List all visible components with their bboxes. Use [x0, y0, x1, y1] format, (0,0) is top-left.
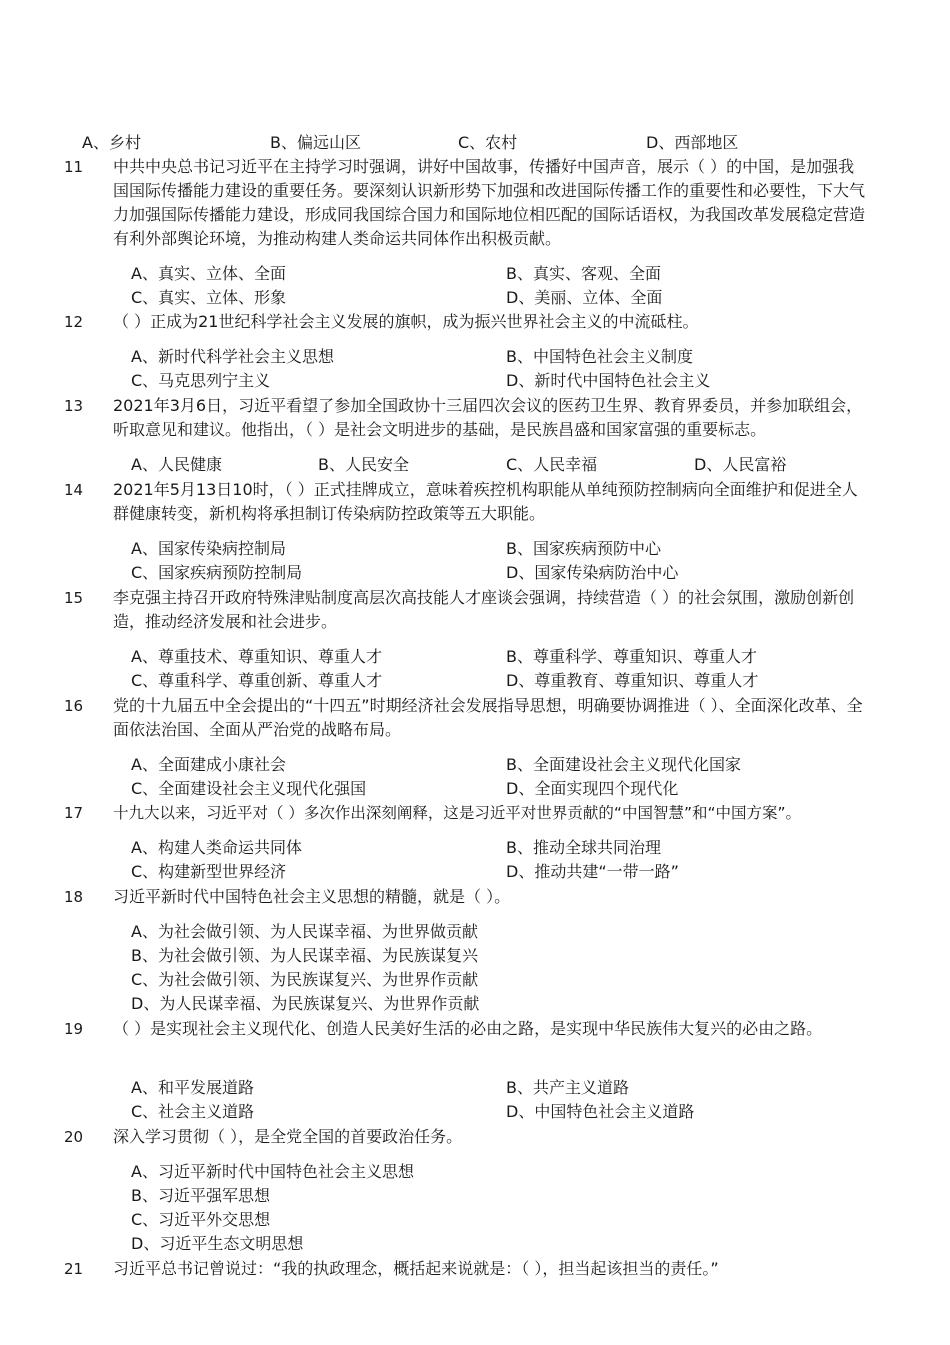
question-text: 中共中央总书记习近平在主持学习时强调，讲好中国故事，传播好中国声音，展示（ ）的中国，是加强我国国际传播能力建设的重要任务。要深刻认识新形势下加强和改进国际传播工作的重要性和必要性，下大气力加强国际传播能力建设，形成同我国综合国力和国际地位相匹配的国际话语权，为我国改革发展稳定营造有利外部舆论环境，为推动构建人类命运共同体作出积极贡献。 — [113, 157, 866, 248]
option-c: C、尊重科学、尊重创新、尊重人才 — [131, 671, 383, 690]
option-a: A、人民健康 — [131, 455, 222, 474]
option-d: D、推动共建“一带一路” — [506, 862, 679, 881]
option-c: C、人民幸福 — [506, 455, 598, 474]
question-number: 14 — [64, 481, 84, 499]
option-d: D、西部地区 — [646, 133, 739, 152]
option-c: C、构建新型世界经济 — [131, 862, 287, 881]
option-a: A、真实、立体、全面 — [131, 264, 286, 283]
option-a: A、习近平新时代中国特色社会主义思想 — [131, 1162, 414, 1181]
option-b: B、中国特色社会主义制度 — [506, 347, 693, 366]
option-a: A、和平发展道路 — [131, 1078, 254, 1097]
question-text: 党的十九届五中全会提出的“十四五”时期经济社会发展指导思想，明确要协调推进（ ）、全面深化改革、全面依法治国、全面从严治党的战略布局。 — [113, 696, 863, 739]
option-c: C、农村 — [458, 133, 518, 152]
option-d: D、尊重教育、尊重知识、尊重人才 — [506, 671, 759, 690]
question-number: 17 — [64, 804, 84, 822]
option-b: B、共产主义道路 — [506, 1078, 629, 1097]
question-text: 2021年5月13日10时，（ ）正式挂牌成立，意味着疾控机构职能从单纯预防控制病向全面维护和促进全人群健康转变，新机构将承担制订传染病防控政策等五大职能。 — [113, 480, 858, 523]
question-number: 12 — [64, 313, 84, 331]
question-number: 19 — [64, 1020, 84, 1038]
option-c: C、马克思列宁主义 — [131, 371, 271, 390]
q10-options — [82, 132, 902, 154]
option-d: D、新时代中国特色社会主义 — [506, 371, 711, 390]
option-d: D、为人民谋幸福、为民族谋复兴、为世界作贡献 — [131, 994, 480, 1013]
question-number: 11 — [64, 158, 84, 176]
question-number: 21 — [64, 1260, 84, 1278]
option-b: B、全面建设社会主义现代化国家 — [506, 755, 741, 774]
option-a: A、为社会做引领、为人民谋幸福、为世界做贡献 — [131, 922, 478, 941]
option-b: B、为社会做引领、为人民谋幸福、为民族谋复兴 — [131, 946, 478, 965]
option-a: A、国家传染病控制局 — [131, 539, 286, 558]
option-c: C、国家疾病预防控制局 — [131, 563, 303, 582]
question-text: 2021年3月6日，习近平看望了参加全国政协十三届四次会议的医药卫生界、教育界委员，并参加联组会，听取意见和建议。他指出，（ ）是社会文明进步的基础，是民族昌盛和国家富强的重要标志。 — [113, 396, 863, 439]
option-c: C、真实、立体、形象 — [131, 288, 287, 307]
option-c: C、社会主义道路 — [131, 1102, 255, 1121]
option-b: B、偏远山区 — [270, 133, 361, 152]
question-text: （ ）是实现社会主义现代化、创造人民美好生活的必由之路，是实现中华民族伟大复兴的必由之路。 — [113, 1019, 823, 1038]
question-text: 李克强主持召开政府特殊津贴制度高层次高技能人才座谈会强调，持续营造（ ）的社会氛围，激励创新创造，推动经济发展和社会进步。 — [113, 588, 855, 631]
option-c: C、为社会做引领、为民族谋复兴、为世界作贡献 — [131, 970, 479, 989]
option-b: B、习近平强军思想 — [131, 1186, 270, 1205]
option-d: D、人民富裕 — [694, 455, 787, 474]
question-number: 13 — [64, 397, 84, 415]
option-b: B、尊重科学、尊重知识、尊重人才 — [506, 647, 757, 666]
option-b: B、推动全球共同治理 — [506, 838, 661, 857]
option-a: A、乡村 — [82, 133, 141, 152]
question-number: 20 — [64, 1128, 84, 1146]
option-c: C、习近平外交思想 — [131, 1210, 271, 1229]
option-d: D、习近平生态文明思想 — [131, 1234, 304, 1253]
question-text: 深入学习贯彻（ ），是全党全国的首要政治任务。 — [113, 1127, 463, 1146]
question-text: 习近平总书记曾说过：“我的执政理念，概括起来说就是：（ ），担当起该担当的责任。” — [113, 1259, 719, 1278]
option-a: A、全面建成小康社会 — [131, 755, 286, 774]
option-d: D、美丽、立体、全面 — [506, 288, 663, 307]
question-text: 十九大以来，习近平对（ ）多次作出深刻阐释，这是习近平对世界贡献的“中国智慧”和“中国方案”。 — [113, 804, 802, 822]
option-a: A、构建人类命运共同体 — [131, 838, 302, 857]
option-d: D、国家传染病防治中心 — [506, 563, 679, 582]
question-text: 习近平新时代中国特色社会主义思想的精髓，就是（ ）。 — [113, 887, 511, 906]
option-d: D、中国特色社会主义道路 — [506, 1102, 695, 1121]
question-number: 16 — [64, 697, 84, 715]
option-b: B、国家疾病预防中心 — [506, 539, 661, 558]
option-a: A、新时代科学社会主义思想 — [131, 347, 334, 366]
question-text: （ ）正成为21世纪科学社会主义发展的旗帜，成为振兴世界社会主义的中流砥柱。 — [113, 312, 699, 331]
option-b: B、人民安全 — [318, 455, 409, 474]
option-a: A、尊重技术、尊重知识、尊重人才 — [131, 647, 382, 666]
option-c: C、全面建设社会主义现代化强国 — [131, 779, 367, 798]
question-number: 15 — [64, 589, 84, 607]
question-number: 18 — [64, 888, 84, 906]
option-b: B、真实、客观、全面 — [506, 264, 661, 283]
option-d: D、全面实现四个现代化 — [506, 779, 679, 798]
